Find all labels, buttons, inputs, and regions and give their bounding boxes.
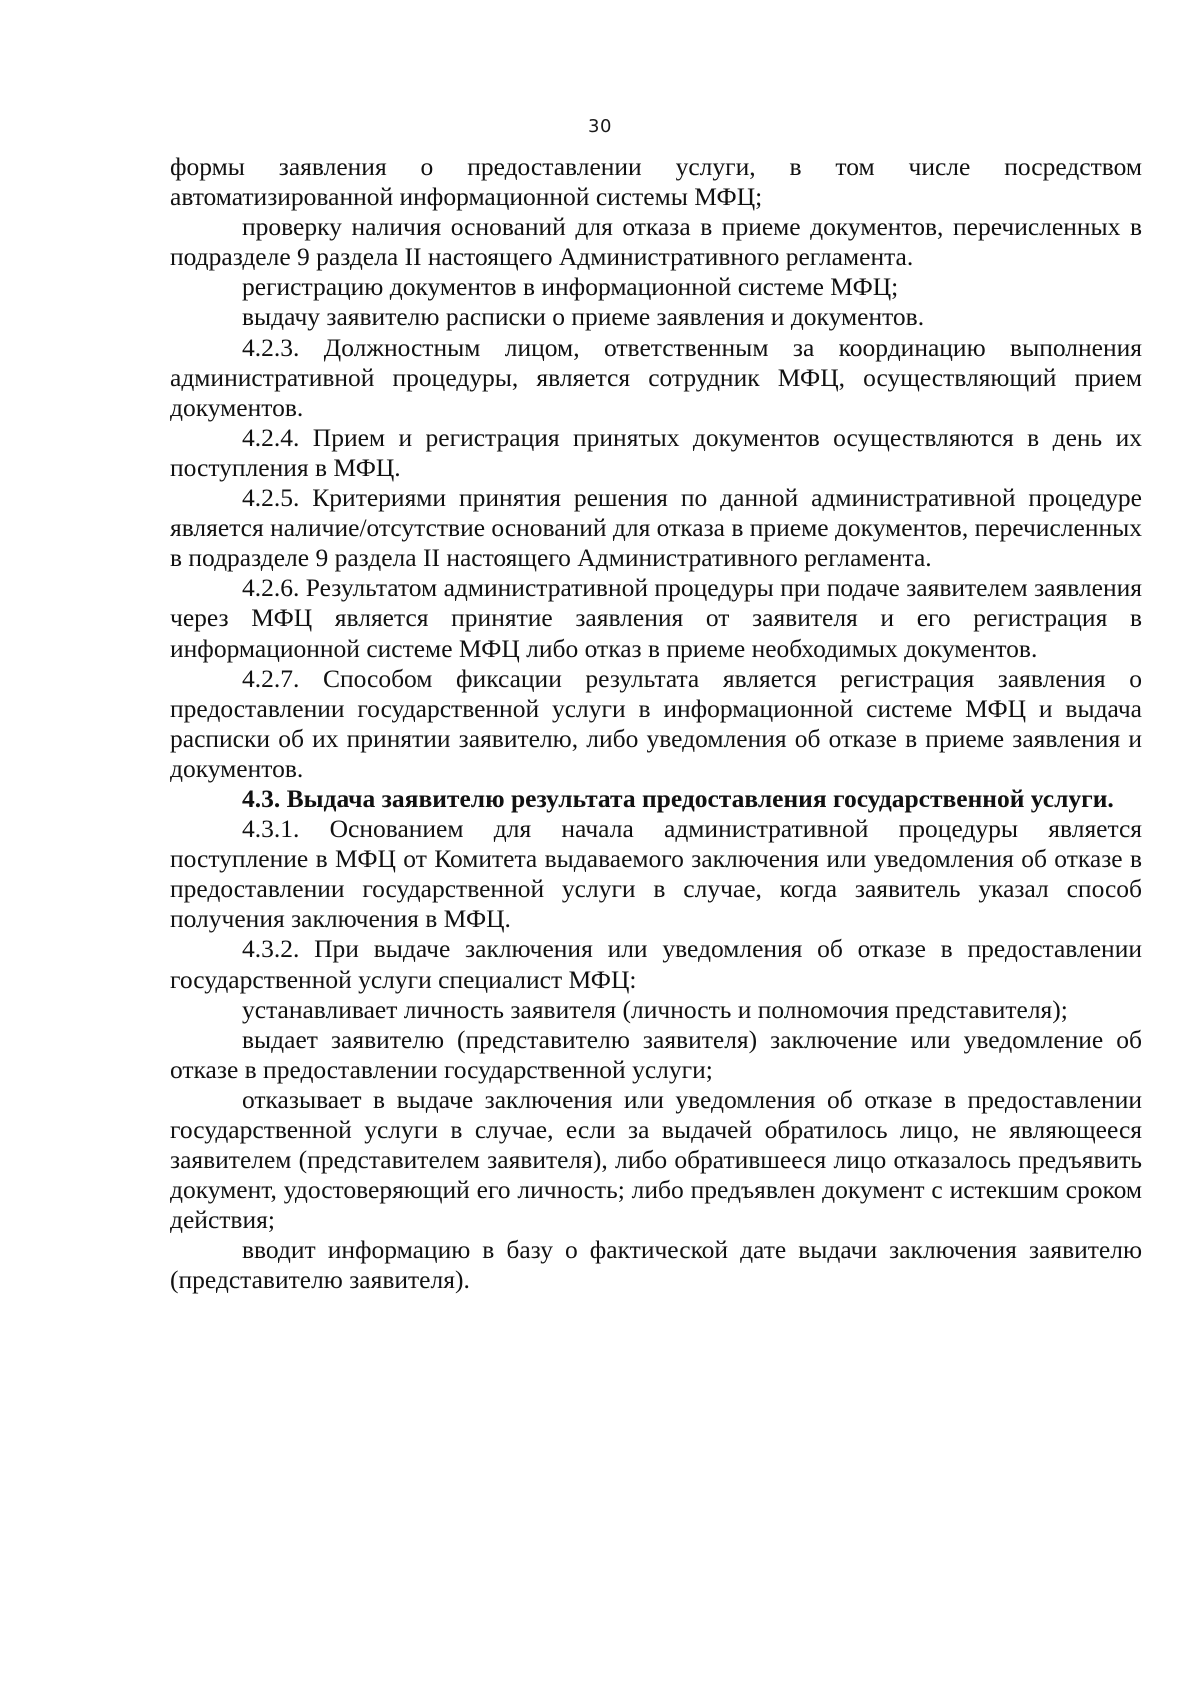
paragraph-issue-conclusion: выдает заявителю (представителю заявителя) заключение или уведомление об отказе в предоставлении государственной услуги; bbox=[170, 1024, 1142, 1084]
paragraph-4-2-5: 4.2.5. Критериями принятия решения по данной административной процедуре является наличие/отсутствие оснований для отказа в приеме документов, перечисленных в подразделе 9 раздела II настоящего Административного регламента. bbox=[170, 483, 1142, 573]
paragraph-receipt-issue: выдачу заявителю расписки о приеме заявления и документов. bbox=[242, 302, 925, 332]
section-heading-4-3: 4.3. Выдача заявителю результата предоставления государственной услуги. bbox=[242, 783, 1114, 813]
paragraph-4-2-4: 4.2.4. Прием и регистрация принятых документов осуществляются в день их поступления в МФЦ. bbox=[170, 422, 1142, 482]
document-body bbox=[170, 152, 1142, 1296]
paragraph-check-grounds: проверку наличия оснований для отказа в приеме документов, перечисленных в подразделе 9 раздела II настоящего Административного регламента. bbox=[170, 212, 1142, 272]
paragraph-4-2-6: 4.2.6. Результатом административной процедуры при подаче заявителем заявления через МФЦ является принятие заявления от заявителя и его регистрация в информационной системе МФЦ либо отказ в приеме необходимых документов. bbox=[170, 573, 1142, 663]
paragraph-registration: регистрацию документов в информационной системе МФЦ; bbox=[242, 272, 899, 302]
paragraph-4-3-2: 4.3.2. При выдаче заключения или уведомления об отказе в предоставлении государственной услуги специалист МФЦ: bbox=[170, 934, 1142, 994]
paragraph-form-via-ais: формы заявления о предоставлении услуги, в том числе посредством автоматизированной информационной системы МФЦ; bbox=[170, 152, 1142, 212]
paragraph-4-3-1: 4.3.1. Основанием для начала административной процедуры является поступление в МФЦ от Комитета выдаваемого заключения или уведомления об отказе в предоставлении государственной услуги в случае, когда заявитель указал способ получения заключения в МФЦ. bbox=[170, 814, 1142, 934]
page-number: 30 bbox=[588, 116, 612, 137]
paragraph-enter-issue-date: вводит информацию в базу о фактической дате выдачи заключения заявителю (представителю заявителя). bbox=[170, 1235, 1142, 1295]
paragraph-identify-applicant: устанавливает личность заявителя (личность и полномочия представителя); bbox=[242, 994, 1068, 1024]
paragraph-4-2-3: 4.2.3. Должностным лицом, ответственным за координацию выполнения административной процедуры, является сотрудник МФЦ, осуществляющий прием документов. bbox=[170, 332, 1142, 422]
paragraph-refuse-issue: отказывает в выдаче заключения или уведомления об отказе в предоставлении государственной услуги в случае, если за выдачей обратилось лицо, не являющееся заявителем (представителем заявителя), либо обратившееся лицо отказалось предъявить документ, удостоверяющий его личность; либо предъявлен документ с истекшим сроком действия; bbox=[170, 1084, 1142, 1235]
paragraph-4-2-7: 4.2.7. Способом фиксации результата является регистрация заявления о предоставлении государственной услуги в информационной системе МФЦ и выдача расписки об их принятии заявителю, либо уведомления об отказе в приеме заявления и документов. bbox=[170, 663, 1142, 783]
